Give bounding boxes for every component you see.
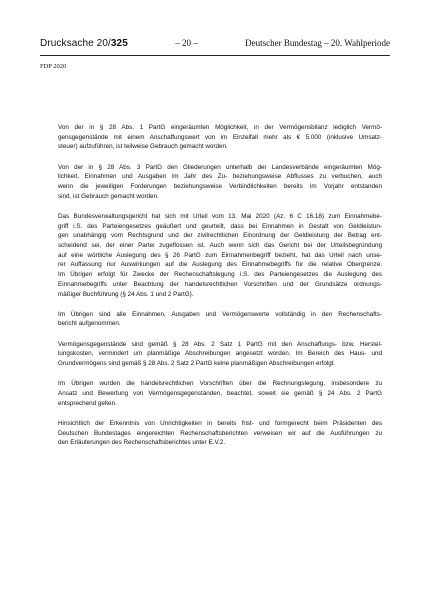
paragraph-line: Im Übrigen wurden die handelsrechtlichen Vorschriften über die Rechnungslegung, insbesondere zu: [58, 380, 382, 388]
paragraph-line: Ansatz und Bewertung von Vermögensgegenständen, beachtet, soweit sie gemäß § 24 Abs. 2 PartG: [58, 389, 382, 397]
page-number: – 20 –: [175, 38, 198, 48]
paragraph: [58, 310, 382, 329]
paragraph-line: Hinsichtlich der Erkenntnis von Unrichtigkeiten in bereits frist- und formgerecht beim Präsidenten des: [58, 419, 382, 427]
page-header: [40, 38, 390, 54]
document-number: [40, 38, 128, 49]
paragraph-line: den Erläuterungen des Rechenschaftsberichtes unter E.V.2.: [58, 439, 226, 447]
paragraph-line: scheidend sei, der einer Partei zugeflossen ist. Auch wenn sich das Gericht bei der Urteilsbegründung: [58, 242, 382, 250]
paragraph-line: lungskosten, vermindert um planmäßige Abschreibungen angesetzt worden. Im Bereich des Haus- und: [58, 350, 382, 358]
paragraph-line: gen unabhängig vom Rechtsgrund und der zivilrechtlichen Einordnung der Geldleistung der Betrag ent-: [58, 232, 382, 240]
paragraph: [58, 163, 382, 202]
paragraph: [58, 340, 382, 369]
paragraph-line: mäßiger Buchführung (§ 24 Abs. 1 und 2 PartG).: [58, 290, 194, 298]
paragraph-line: Von der in § 28 Abs. 1 PartG eingeräumten Möglichkeit, in der Vermögensbilanz lediglich Vermö-: [58, 124, 382, 131]
paragraph-line: Im Übrigen erfolgt für Zwecke der Rechenschaftslegung i.S. des Parteiengesetzes die Auslegung des: [58, 271, 382, 279]
paragraph-line: griff i.S. des Parteiengesetzes geäußert und geurteilt, dass bei Einnahmen in Gestalt von Geldleistun-: [58, 222, 382, 230]
paragraph: [58, 123, 382, 152]
paragraph-line: rer Auffassung nur Auswirkungen auf die Auslegung des Einnahmebegriffs für die relative Obergrenze.: [58, 261, 382, 269]
paragraph-line: Das Bundesverwaltungsgericht hat sich mit Urteil vom 13. Mai 2020 (Az. 6 C 16.18) zum Einnahmebe-: [58, 212, 382, 220]
paragraph: [58, 379, 382, 408]
paragraph-line: steuer) aufzuführen, ist teilweise Gebrauch gemacht worden.: [58, 143, 228, 151]
paragraph-line: Grundvermögens sind gemäß § 28 Abs. 2 Satz 2 PartG keine planmäßigen Abschreibungen erfolgt.: [58, 360, 336, 368]
paragraph-line: Von der in § 28 Abs. 3 PartG den Gliederungen unterhalb der Landesverbände eingeräumten Mög-: [58, 163, 382, 171]
paragraph-line: gensgegenstände mit einem Anschaffungswert von im Einzelfall mehr als € 5.000 (inklusive Umsatz-: [58, 133, 382, 141]
parliament-period: Deutscher Bundestag – 20. Wahlperiode: [245, 38, 390, 48]
paragraph-line: entsprechend gelten.: [58, 399, 117, 407]
paragraph-line: auf eine wörtliche Auslegung des § 26 PartG zum Einnahmenbegriff bezieht, hat das Urteil nach unse-: [58, 251, 382, 259]
document-body: [58, 123, 382, 458]
paragraph-line: wenn die jeweiligen Forderungen beziehungsweise Verbindlichkeiten bereits im Vorjahr entstanden: [58, 183, 382, 191]
paragraph: [58, 212, 382, 299]
party-label: FDP 2020: [40, 63, 67, 70]
header-rule: [40, 55, 390, 56]
paragraph-line: Einnahmebegriffs unter Beachtung der handelsrechtlichen Vorschriften und der Grundsätze ordnungs-: [58, 280, 382, 288]
paragraph-line: lichkeit, Einnahmen und Ausgaben im Jahr des Zu- beziehungsweise Abflusses zu verbuchen, auch: [58, 173, 382, 181]
paragraph-line: bericht aufgenommen.: [58, 320, 121, 328]
document-number-prefix: Drucksache 20/: [40, 38, 111, 49]
paragraph-line: Deutschen Bundestages eingereichten Rechenschaftsberichten verweisen wir auf die Ausführungen zu: [58, 429, 382, 437]
paragraph-line: sind, ist Gebrauch gemacht worden.: [58, 192, 159, 200]
paragraph-line: Vermögensgegenstände sind gemäß § 28 Abs. 2 Satz 1 PartG mit den Anschaffungs- bzw. Herstel-: [58, 340, 382, 348]
document-number-value: 325: [110, 38, 128, 49]
paragraph-line: Im Übrigen sind alle Einnahmen, Ausgaben und Vermögenswerte vollständig in den Rechenschafts-: [58, 310, 382, 318]
paragraph: [58, 419, 382, 448]
